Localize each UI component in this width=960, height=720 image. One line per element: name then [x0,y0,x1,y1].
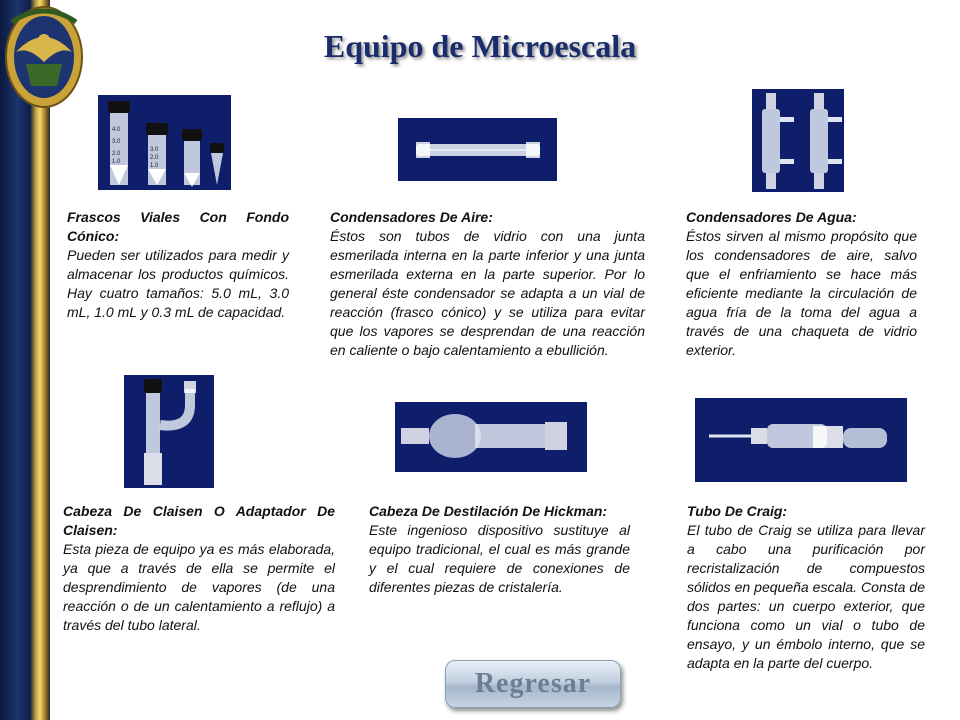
card-hickman-head [369,502,630,597]
card-body: Éstos son tubos de vidrio con una junta esmerilada interna en la parte inferior y una junta esmerilada externa en la parte superior. Por lo general éste condensador se adapta a un vial de reacción (frasco cónico) y se utiliza para evitar que los vapores se desprendan de una reacción en caliente o bajo calentamiento a ebullición. [330,228,645,358]
water-condenser-photo [752,89,844,192]
vial-label: 3.0 [112,139,121,145]
vial-label: 2.0 [150,155,159,161]
vial-label: 1.0 [150,163,159,169]
card-air-condensers [330,208,645,360]
claisen-head-photo [124,375,214,488]
card-body: Esta pieza de equipo ya es más elaborada, ya que a través de ella se permite el desprendimiento de vapores (de una reacción o de un calentamiento a reflujo) a través del tubo lateral. [63,541,335,633]
card-body: Este ingenioso dispositivo sustituye al equipo tradicional, el cual es más grande y el cual requiere de conexiones de diferentes piezas de cristalería. [369,522,630,595]
hickman-head-photo [395,402,587,472]
card-heading: Condensadores De Aire: [330,209,493,225]
card-body: Éstos sirven al mismo propósito que los condensadores de aire, salvo que el enfriamiento se hace más eficiente mediante la circulación de agua fría de la toma del agua a través de una chaqueta de vidrio exterior. [686,228,917,358]
card-heading: Frascos Viales Con Fondo Cónico: [67,209,289,244]
card-heading: Cabeza De Claisen O Adaptador De Claisen: [63,503,335,538]
card-heading: Tubo De Craig: [687,503,788,519]
air-condenser-photo [398,118,557,181]
back-button[interactable]: Regresar [445,660,621,708]
vial-label: 1.0 [112,159,121,165]
page-title: Equipo de Microescala [323,28,637,64]
vials-photo [98,95,231,190]
card-heading: Cabeza De Destilación De Hickman: [369,503,608,519]
vial-label: 2.0 [112,151,121,157]
vial-label: 4.0 [112,127,121,133]
card-claisen-head [63,502,335,635]
card-heading: Condensadores De Agua: [686,209,857,225]
vial-label: 3.0 [150,147,159,153]
craig-tube-photo [695,398,907,482]
card-water-condensers [686,208,917,360]
card-body: Pueden ser utilizados para medir y almacenar los productos químicos. Hay cuatro tamaños: 5.0 mL, 3.0 mL, 1.0 mL y 0.3 mL de capacidad. [67,247,289,320]
card-craig-tube [687,502,925,673]
card-body: El tubo de Craig se utiliza para llevar a cabo una purificación por recristalización de compuestos sólidos en pequeña escala. Consta de dos partes: un cuerpo exterior, que funciona como un vial o tubo de ensayo, y un émbolo interno, que se adapta en la parte del cuerpo. [687,522,925,671]
card-conical-vials [67,208,289,322]
